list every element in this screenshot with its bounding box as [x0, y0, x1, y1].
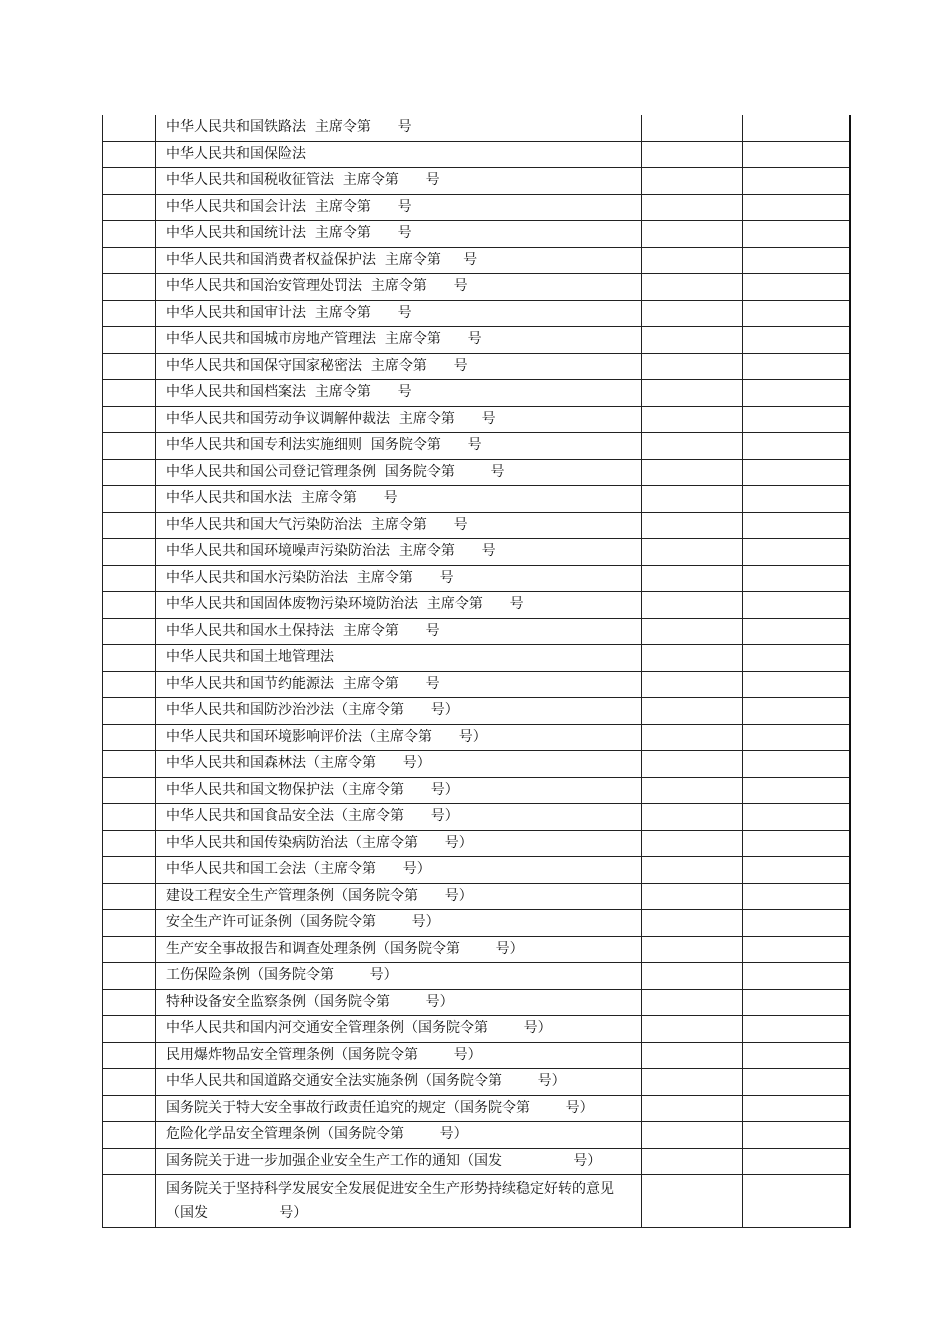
index-cell — [103, 804, 156, 831]
regulation-name-cell: 中华人民共和国专利法实施细则 国务院令第 号 — [156, 433, 642, 460]
blank-cell — [743, 380, 851, 407]
table-row — [103, 141, 851, 168]
blank-cell — [642, 645, 743, 672]
blank-cell — [642, 539, 743, 566]
blank-cell — [642, 804, 743, 831]
regulation-name-cell: 中华人民共和国节约能源法 主席令第 号 — [156, 671, 642, 698]
regulation-name-cell: 中华人民共和国保守国家秘密法 主席令第 号 — [156, 353, 642, 380]
blank-cell — [743, 433, 851, 460]
blank-cell — [642, 671, 743, 698]
table-row — [103, 1095, 851, 1122]
index-cell — [103, 565, 156, 592]
table-row — [103, 565, 851, 592]
blank-cell — [642, 433, 743, 460]
index-cell — [103, 327, 156, 354]
blank-cell — [743, 168, 851, 195]
regulation-name-cell: 中华人民共和国土地管理法 — [156, 645, 642, 672]
regulation-name-cell: 中华人民共和国食品安全法（主席令第 号） — [156, 804, 642, 831]
table-row — [103, 1148, 851, 1175]
regulations-table-body — [103, 115, 851, 1228]
table-row — [103, 777, 851, 804]
blank-cell — [642, 1122, 743, 1149]
index-cell — [103, 724, 156, 751]
blank-cell — [743, 1175, 851, 1228]
blank-cell — [743, 830, 851, 857]
table-row — [103, 963, 851, 990]
index-cell — [103, 353, 156, 380]
regulation-name-cell: 中华人民共和国大气污染防治法 主席令第 号 — [156, 512, 642, 539]
blank-cell — [642, 857, 743, 884]
table-row — [103, 353, 851, 380]
blank-cell — [743, 194, 851, 221]
blank-cell — [642, 300, 743, 327]
table-row — [103, 883, 851, 910]
regulation-name-cell: 中华人民共和国消费者权益保护法 主席令第 号 — [156, 247, 642, 274]
blank-cell — [743, 565, 851, 592]
blank-cell — [743, 406, 851, 433]
blank-cell — [743, 300, 851, 327]
blank-cell — [642, 1148, 743, 1175]
regulation-name-cell: 中华人民共和国劳动争议调解仲裁法 主席令第 号 — [156, 406, 642, 433]
regulation-name-cell: 中华人民共和国统计法 主席令第 号 — [156, 221, 642, 248]
regulation-name-cell: 建设工程安全生产管理条例（国务院令第 号） — [156, 883, 642, 910]
blank-cell — [743, 936, 851, 963]
regulation-name-cell: 生产安全事故报告和调查处理条例（国务院令第 号） — [156, 936, 642, 963]
table-row — [103, 671, 851, 698]
index-cell — [103, 751, 156, 778]
table-row — [103, 300, 851, 327]
table-row — [103, 194, 851, 221]
blank-cell — [743, 141, 851, 168]
blank-cell — [642, 247, 743, 274]
blank-cell — [743, 221, 851, 248]
blank-cell — [743, 883, 851, 910]
table-row — [103, 910, 851, 937]
index-cell — [103, 857, 156, 884]
blank-cell — [642, 592, 743, 619]
index-cell — [103, 433, 156, 460]
table-row — [103, 1016, 851, 1043]
index-cell — [103, 300, 156, 327]
blank-cell — [743, 353, 851, 380]
table-row — [103, 724, 851, 751]
table-row — [103, 168, 851, 195]
index-cell — [103, 618, 156, 645]
blank-cell — [642, 115, 743, 141]
index-cell — [103, 459, 156, 486]
blank-cell — [642, 698, 743, 725]
regulation-name-cell: 中华人民共和国会计法 主席令第 号 — [156, 194, 642, 221]
index-cell — [103, 883, 156, 910]
regulation-name-cell: 国务院关于特大安全事故行政责任追究的规定（国务院令第 号） — [156, 1095, 642, 1122]
regulation-name-cell: 中华人民共和国水土保持法 主席令第 号 — [156, 618, 642, 645]
index-cell — [103, 936, 156, 963]
index-cell — [103, 221, 156, 248]
blank-cell — [642, 327, 743, 354]
blank-cell — [642, 459, 743, 486]
regulation-name-cell: 中华人民共和国城市房地产管理法 主席令第 号 — [156, 327, 642, 354]
regulation-name-cell: 民用爆炸物品安全管理条例（国务院令第 号） — [156, 1042, 642, 1069]
index-cell — [103, 406, 156, 433]
regulation-name-cell: 中华人民共和国环境影响评价法（主席令第 号） — [156, 724, 642, 751]
index-cell — [103, 115, 156, 141]
blank-cell — [743, 857, 851, 884]
blank-cell — [642, 512, 743, 539]
table-row — [103, 115, 851, 141]
index-cell — [103, 486, 156, 513]
regulation-name-cell: 国务院关于坚持科学发展安全发展促进安全生产形势持续稳定好转的意见（国发 号） — [156, 1175, 642, 1228]
blank-cell — [743, 989, 851, 1016]
regulation-name-cell: 中华人民共和国内河交通安全管理条例（国务院令第 号） — [156, 1016, 642, 1043]
index-cell — [103, 910, 156, 937]
blank-cell — [642, 910, 743, 937]
table-row — [103, 857, 851, 884]
index-cell — [103, 168, 156, 195]
blank-cell — [642, 1042, 743, 1069]
index-cell — [103, 592, 156, 619]
blank-cell — [642, 168, 743, 195]
regulation-name-cell: 中华人民共和国保险法 — [156, 141, 642, 168]
index-cell — [103, 1122, 156, 1149]
blank-cell — [642, 777, 743, 804]
table-row — [103, 592, 851, 619]
blank-cell — [642, 1069, 743, 1096]
index-cell — [103, 194, 156, 221]
table-row — [103, 327, 851, 354]
regulation-name-cell: 中华人民共和国公司登记管理条例 国务院令第 号 — [156, 459, 642, 486]
index-cell — [103, 698, 156, 725]
index-cell — [103, 1148, 156, 1175]
regulation-name-cell: 中华人民共和国道路交通安全法实施条例（国务院令第 号） — [156, 1069, 642, 1096]
blank-cell — [743, 327, 851, 354]
index-cell — [103, 830, 156, 857]
regulation-name-cell: 中华人民共和国审计法 主席令第 号 — [156, 300, 642, 327]
regulation-name-cell: 中华人民共和国文物保护法（主席令第 号） — [156, 777, 642, 804]
index-cell — [103, 777, 156, 804]
index-cell — [103, 247, 156, 274]
blank-cell — [743, 671, 851, 698]
blank-cell — [743, 963, 851, 990]
blank-cell — [642, 989, 743, 1016]
blank-cell — [743, 1042, 851, 1069]
regulation-name-cell: 中华人民共和国工会法（主席令第 号） — [156, 857, 642, 884]
index-cell — [103, 274, 156, 301]
table-row — [103, 1042, 851, 1069]
table-row — [103, 486, 851, 513]
index-cell — [103, 141, 156, 168]
index-cell — [103, 1069, 156, 1096]
blank-cell — [642, 724, 743, 751]
index-cell — [103, 512, 156, 539]
blank-cell — [642, 353, 743, 380]
index-cell — [103, 1095, 156, 1122]
blank-cell — [642, 830, 743, 857]
blank-cell — [743, 539, 851, 566]
table-row — [103, 936, 851, 963]
table-row — [103, 406, 851, 433]
blank-cell — [743, 1122, 851, 1149]
table-row — [103, 751, 851, 778]
blank-cell — [743, 459, 851, 486]
regulation-name-cell: 中华人民共和国固体废物污染环境防治法 主席令第 号 — [156, 592, 642, 619]
table-row — [103, 1069, 851, 1096]
blank-cell — [743, 804, 851, 831]
index-cell — [103, 1175, 156, 1228]
index-cell — [103, 380, 156, 407]
table-row — [103, 698, 851, 725]
regulation-name-cell: 中华人民共和国铁路法 主席令第 号 — [156, 115, 642, 141]
blank-cell — [642, 963, 743, 990]
table-row — [103, 512, 851, 539]
index-cell — [103, 539, 156, 566]
regulation-name-cell: 中华人民共和国环境噪声污染防治法 主席令第 号 — [156, 539, 642, 566]
regulation-name-cell: 中华人民共和国治安管理处罚法 主席令第 号 — [156, 274, 642, 301]
blank-cell — [743, 724, 851, 751]
table-row — [103, 539, 851, 566]
blank-cell — [743, 1095, 851, 1122]
table-row — [103, 274, 851, 301]
blank-cell — [642, 1175, 743, 1228]
blank-cell — [743, 592, 851, 619]
blank-cell — [743, 1069, 851, 1096]
blank-cell — [642, 565, 743, 592]
index-cell — [103, 1042, 156, 1069]
regulation-name-cell: 中华人民共和国传染病防治法（主席令第 号） — [156, 830, 642, 857]
table-row — [103, 221, 851, 248]
index-cell — [103, 645, 156, 672]
regulation-name-cell: 工伤保险条例（国务院令第 号） — [156, 963, 642, 990]
table-row — [103, 618, 851, 645]
blank-cell — [743, 1148, 851, 1175]
regulation-name-cell: 中华人民共和国防沙治沙法（主席令第 号） — [156, 698, 642, 725]
blank-cell — [642, 274, 743, 301]
table-row — [103, 989, 851, 1016]
blank-cell — [743, 247, 851, 274]
blank-cell — [642, 751, 743, 778]
blank-cell — [743, 115, 851, 141]
regulation-name-cell: 中华人民共和国水污染防治法 主席令第 号 — [156, 565, 642, 592]
blank-cell — [743, 910, 851, 937]
blank-cell — [743, 777, 851, 804]
blank-cell — [743, 512, 851, 539]
blank-cell — [642, 194, 743, 221]
blank-cell — [743, 274, 851, 301]
blank-cell — [642, 883, 743, 910]
table-row — [103, 380, 851, 407]
regulation-name-cell: 中华人民共和国水法 主席令第 号 — [156, 486, 642, 513]
table-row — [103, 645, 851, 672]
blank-cell — [743, 486, 851, 513]
index-cell — [103, 989, 156, 1016]
table-row — [103, 247, 851, 274]
table-row — [103, 804, 851, 831]
regulation-name-cell: 危险化学品安全管理条例（国务院令第 号） — [156, 1122, 642, 1149]
blank-cell — [642, 1095, 743, 1122]
blank-cell — [642, 141, 743, 168]
blank-cell — [642, 221, 743, 248]
index-cell — [103, 963, 156, 990]
index-cell — [103, 1016, 156, 1043]
regulation-name-cell: 特种设备安全监察条例（国务院令第 号） — [156, 989, 642, 1016]
blank-cell — [642, 1016, 743, 1043]
table-row — [103, 459, 851, 486]
table-row — [103, 1122, 851, 1149]
blank-cell — [743, 698, 851, 725]
blank-cell — [743, 645, 851, 672]
regulation-name-cell: 中华人民共和国税收征管法 主席令第 号 — [156, 168, 642, 195]
blank-cell — [642, 380, 743, 407]
blank-cell — [642, 618, 743, 645]
regulation-name-cell: 安全生产许可证条例（国务院令第 号） — [156, 910, 642, 937]
index-cell — [103, 671, 156, 698]
blank-cell — [642, 406, 743, 433]
blank-cell — [743, 751, 851, 778]
blank-cell — [642, 486, 743, 513]
table-row — [103, 830, 851, 857]
regulation-name-cell: 国务院关于进一步加强企业安全生产工作的通知（国发 号） — [156, 1148, 642, 1175]
blank-cell — [743, 1016, 851, 1043]
table-row — [103, 1175, 851, 1228]
table-row — [103, 433, 851, 460]
blank-cell — [743, 618, 851, 645]
regulation-name-cell: 中华人民共和国森林法（主席令第 号） — [156, 751, 642, 778]
blank-cell — [642, 936, 743, 963]
regulation-name-cell: 中华人民共和国档案法 主席令第 号 — [156, 380, 642, 407]
regulations-table — [102, 115, 851, 1228]
